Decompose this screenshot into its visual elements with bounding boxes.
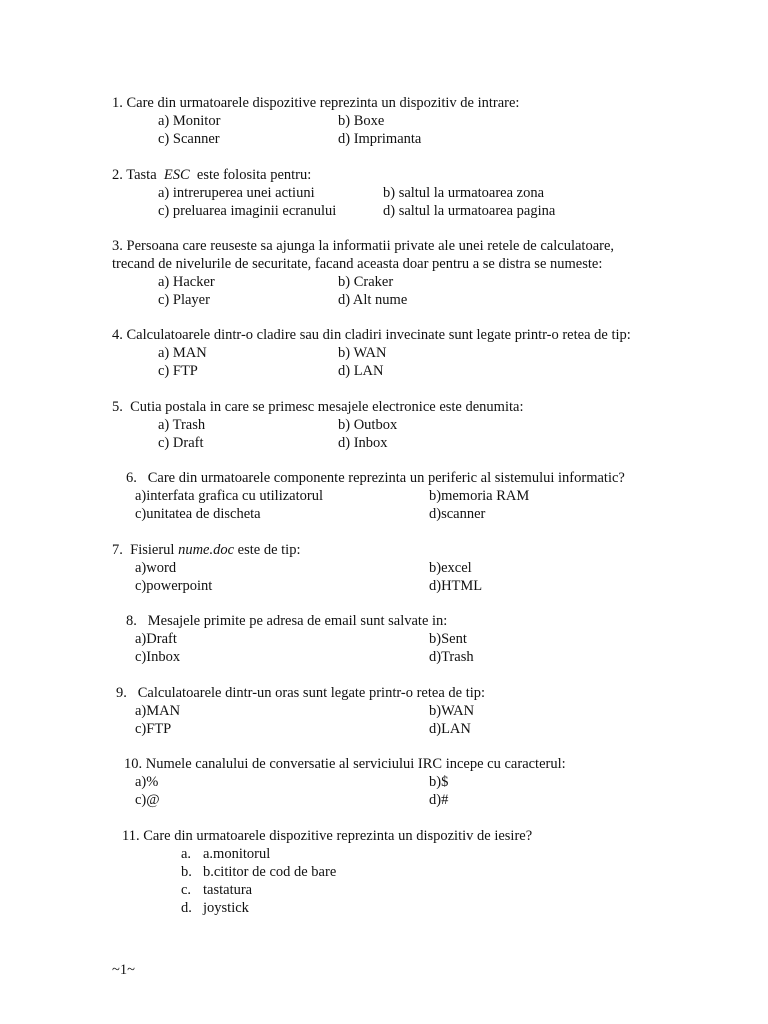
question-stem-continued: trecand de nivelurile de securitate, facand aceasta doar pentru a se distra se numeste:: [112, 256, 603, 272]
question-4: [112, 326, 631, 380]
option-d: d) LAN: [338, 363, 384, 379]
question-stem: 4. Calculatoarele dintr-o cladire sau din cladiri invecinate sunt legate printr-o retea de tip:: [112, 327, 631, 343]
option-d: d)#: [429, 792, 449, 808]
question-stem: 10. Numele canalului de conversatie al serviciului IRC incepe cu caracterul:: [124, 756, 566, 772]
option-b: b)WAN: [429, 703, 475, 719]
option-c: c) FTP: [158, 363, 198, 379]
option-c: c)unitatea de discheta: [135, 506, 261, 522]
option-c: c) Player: [158, 292, 210, 308]
question-stem: 5. Cutia postala in care se primesc mesajele electronice este denumita:: [112, 399, 524, 415]
option-b: b)excel: [429, 560, 472, 576]
option-b: b)Sent: [429, 631, 467, 647]
question-5: [112, 398, 523, 452]
option-d: d) saltul la urmatoarea pagina: [383, 203, 556, 219]
option-c: c)FTP: [135, 721, 172, 737]
option-d: d)Trash: [429, 649, 474, 665]
option-b: b)memoria RAM: [429, 488, 530, 504]
option-a: a)Draft: [135, 631, 177, 647]
option-b: b)$: [429, 774, 449, 790]
option-c: c) preluarea imaginii ecranului: [158, 203, 337, 219]
question-stem: 3. Persoana care reuseste sa ajunga la informatii private ale unei retele de calculatoare,: [112, 238, 615, 254]
option-d: d) Inbox: [338, 435, 388, 451]
option-b: b) Craker: [338, 274, 394, 290]
option-b: b) saltul la urmatoarea zona: [383, 185, 545, 201]
question-stem: 2. Tasta ESC este folosita pentru:: [112, 167, 312, 183]
option-a: a) Monitor: [158, 113, 221, 129]
option-a: a) Hacker: [158, 274, 215, 290]
option-d: d) Imprimanta: [338, 131, 422, 147]
option-a: a)word: [135, 560, 177, 576]
question-10: [124, 755, 566, 809]
question-6: [126, 469, 625, 523]
question-3: [112, 237, 614, 309]
option-d: d)LAN: [429, 721, 471, 737]
question-9: [116, 684, 485, 738]
option-a: a) Trash: [158, 417, 206, 433]
option-a: a)interfata grafica cu utilizatorul: [135, 488, 323, 504]
option-c: c)powerpoint: [135, 578, 213, 594]
question-stem: 1. Care din urmatoarele dispozitive reprezinta un dispozitiv de intrare:: [112, 95, 520, 111]
option-c: c) Scanner: [158, 131, 220, 147]
list-item: d. joystick: [181, 900, 249, 916]
list-item: c. tastatura: [181, 882, 253, 898]
option-a: a) intreruperea unei actiuni: [158, 185, 315, 201]
question-stem: 11. Care din urmatoarele dispozitive reprezinta un dispozitiv de iesire?: [122, 828, 533, 844]
option-b: b) Boxe: [338, 113, 385, 129]
question-8: [126, 612, 474, 666]
option-a: a) MAN: [158, 345, 207, 361]
question-11: [122, 827, 532, 917]
option-c: c) Draft: [158, 435, 204, 451]
list-item: b. b.cititor de cod de bare: [181, 864, 337, 880]
option-b: b) WAN: [338, 345, 387, 361]
question-stem: 6. Care din urmatoarele componente reprezinta un periferic al sistemului informatic?: [126, 470, 625, 486]
option-c: c)Inbox: [135, 649, 181, 665]
list-item: a. a.monitorul: [181, 846, 271, 862]
option-d: d)scanner: [429, 506, 486, 522]
option-d: d)HTML: [429, 578, 483, 594]
question-1: [112, 94, 519, 148]
option-b: b) Outbox: [338, 417, 398, 433]
option-d: d) Alt nume: [338, 292, 408, 308]
option-a: a)%: [135, 774, 159, 790]
question-7: [112, 541, 483, 595]
page-number: ~1~: [112, 962, 135, 978]
question-2: [112, 166, 556, 220]
question-stem: 9. Calculatoarele dintr-un oras sunt legate printr-o retea de tip:: [116, 685, 486, 701]
option-a: a)MAN: [135, 703, 181, 719]
question-stem: 7. Fisierul nume.doc este de tip:: [112, 542, 301, 558]
option-c: c)@: [135, 792, 160, 808]
question-stem: 8. Mesajele primite pe adresa de email sunt salvate in:: [126, 613, 448, 629]
